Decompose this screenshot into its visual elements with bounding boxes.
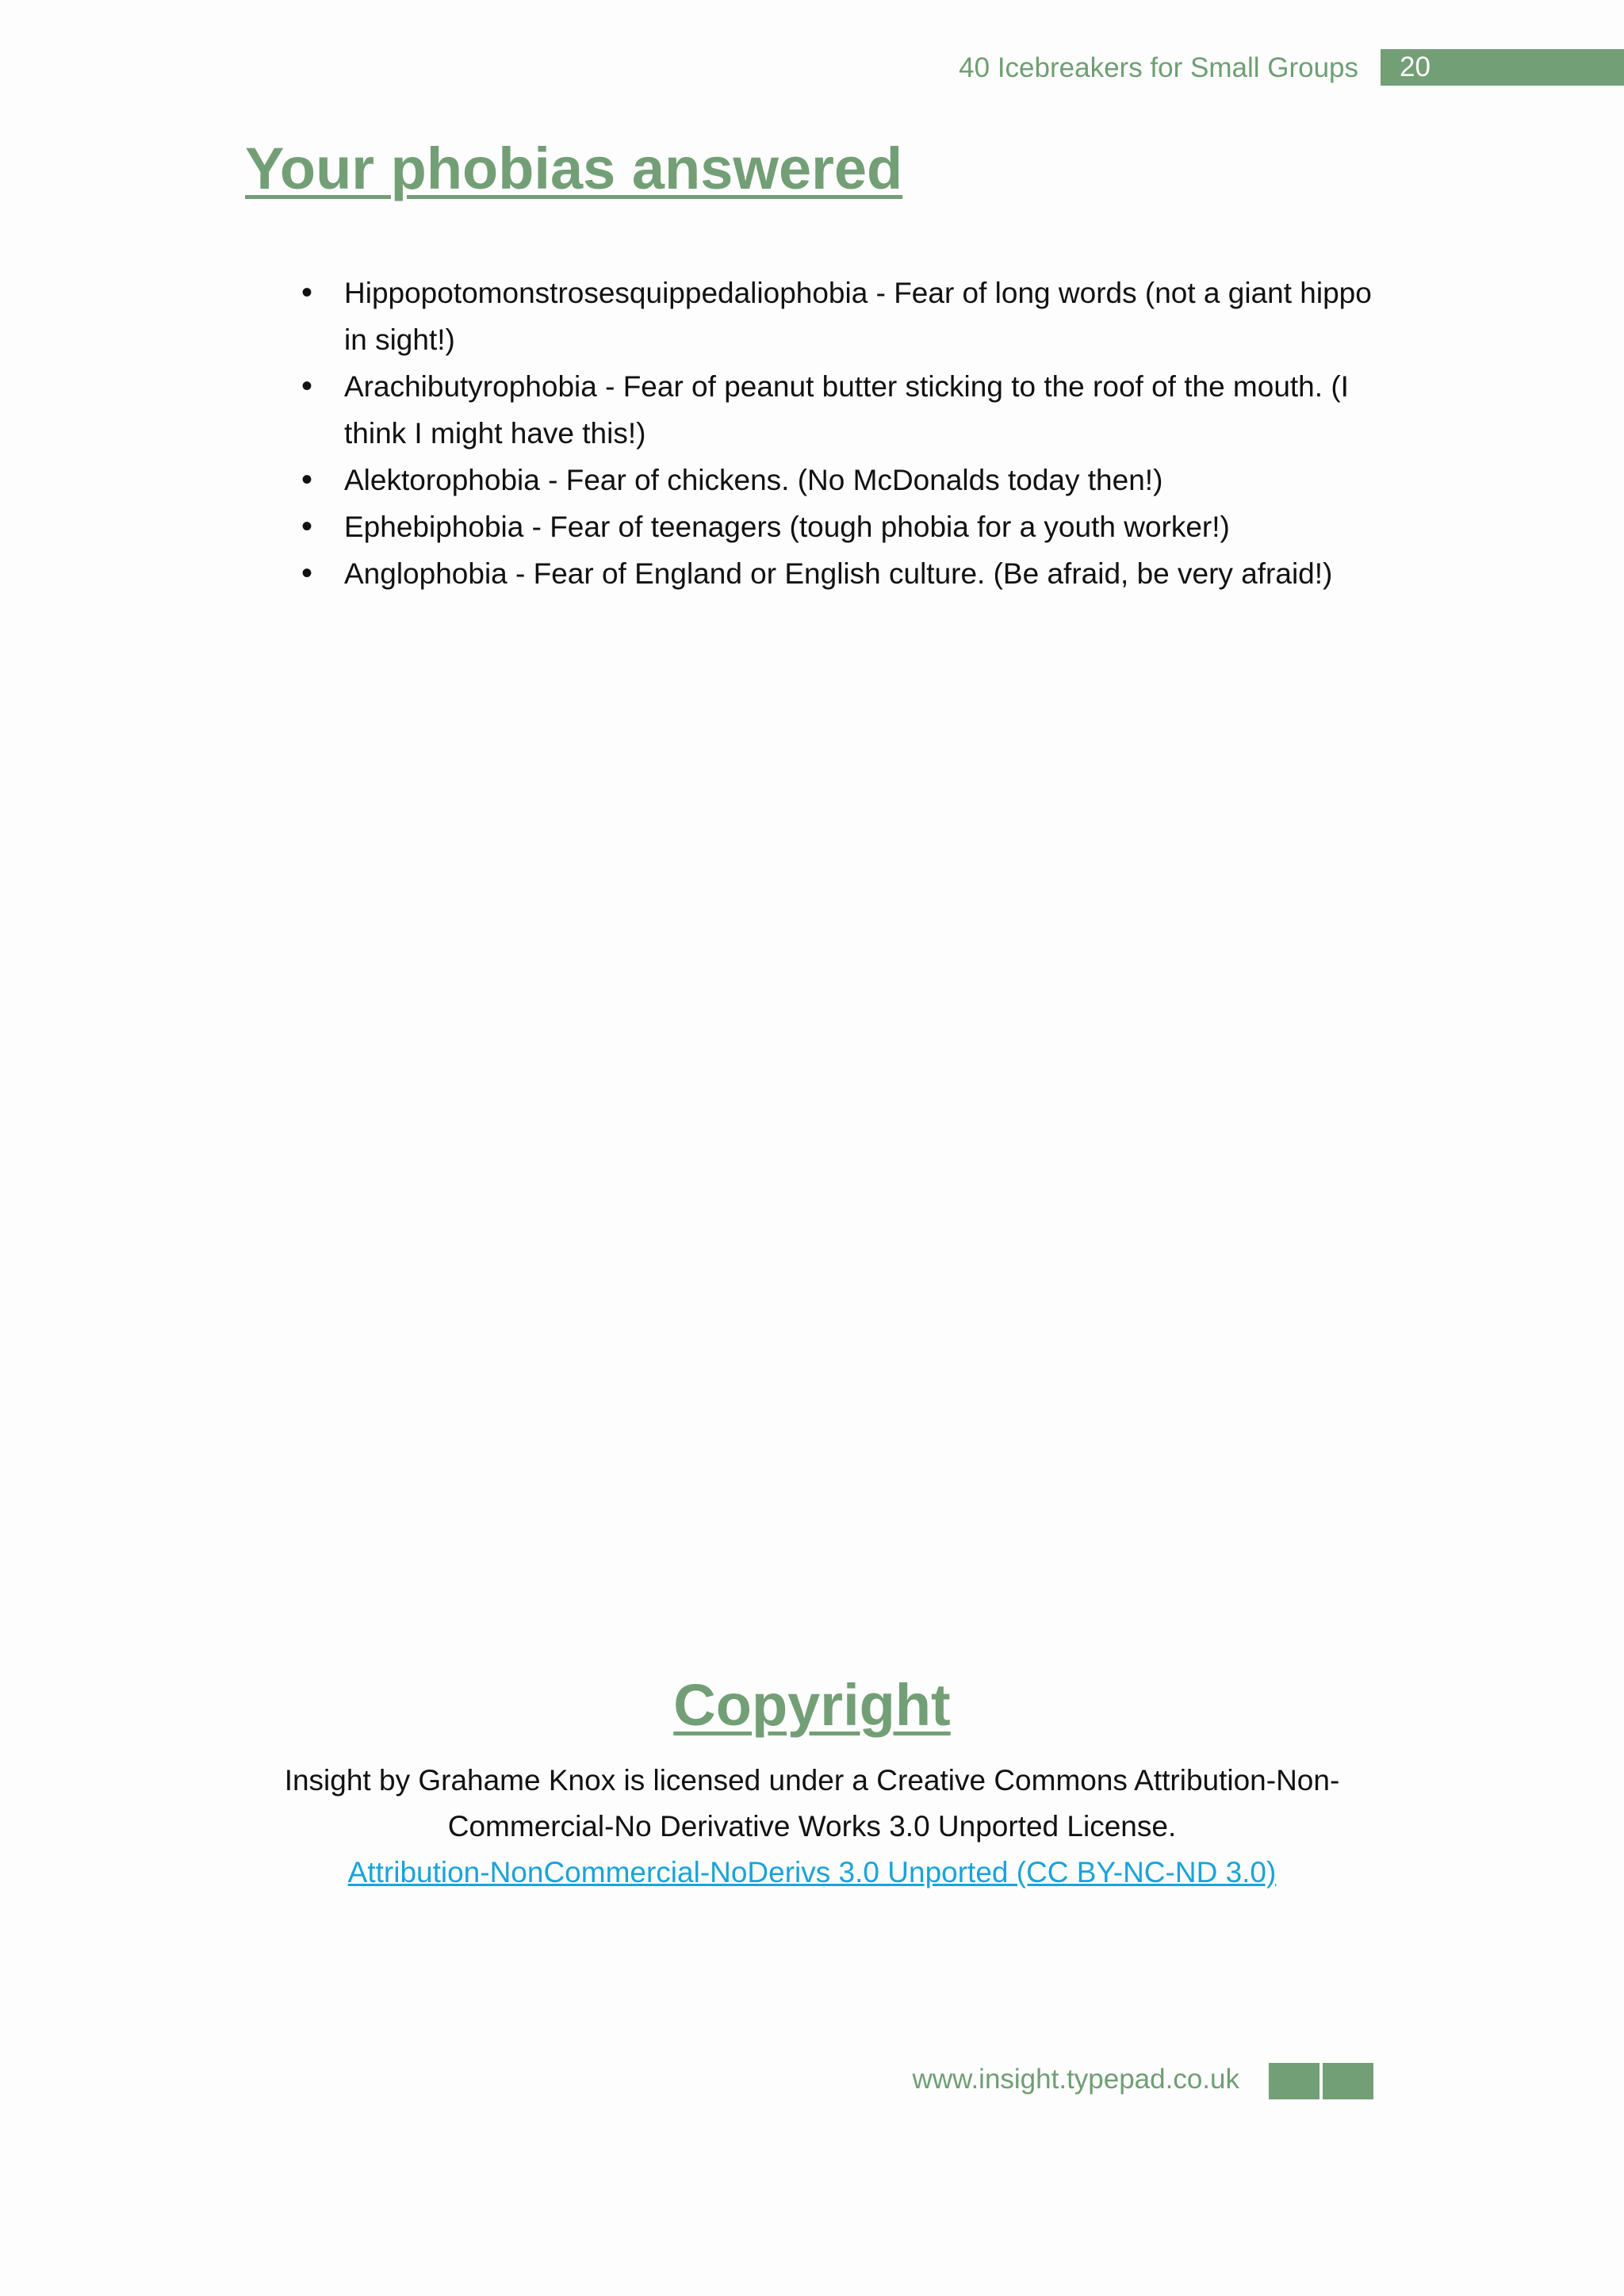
page-number: 20 [1400,52,1431,82]
list-item [301,503,1380,550]
footer-decoration-block [1269,2063,1320,2099]
page-number-badge [1381,49,1624,86]
bullet-icon: • [301,275,312,310]
list-item [301,270,1380,363]
section-title: Your phobias answered [245,136,903,201]
bullet-icon: • [301,462,312,497]
list-item-text: Alektorophobia - Fear of chickens. (No McDonalds today then!) [344,464,1163,496]
license-text: Insight by Grahame Knox is licensed under a Creative Commons Attribution-Non-Commercial-No Derivative Works 3.0 Unported License. [284,1764,1340,1843]
list-item-text: Hippopotomonstrosesquippedaliophobia - Fear of long words (not a giant hippo in sight!) [344,277,1372,356]
copyright-heading: Copyright [673,1672,951,1738]
list-item-text: Anglophobia - Fear of England or English culture. (Be afraid, be very afraid!) [344,557,1333,590]
footer-decoration-block [1323,2063,1373,2099]
bullet-icon: • [301,369,312,404]
list-item-text: Arachibutyrophobia - Fear of peanut butter sticking to the roof of the mouth. (I think I might have this!) [344,370,1349,450]
license-link-container [0,1850,1624,1896]
running-header-title: 40 Icebreakers for Small Groups [959,52,1358,83]
list-item [301,550,1380,597]
list-item [301,363,1380,457]
footer-url: www.insight.typepad.co.uk [912,2064,1239,2095]
list-item [301,457,1380,503]
bullet-icon: • [301,509,312,544]
bullet-icon: • [301,556,312,591]
phobia-list [301,270,1380,597]
list-item-text: Ephebiphobia - Fear of teenagers (tough phobia for a youth worker!) [344,511,1230,543]
license-link[interactable]: Attribution-NonCommercial-NoDerivs 3.0 Unported (CC BY-NC-ND 3.0) [347,1856,1277,1888]
